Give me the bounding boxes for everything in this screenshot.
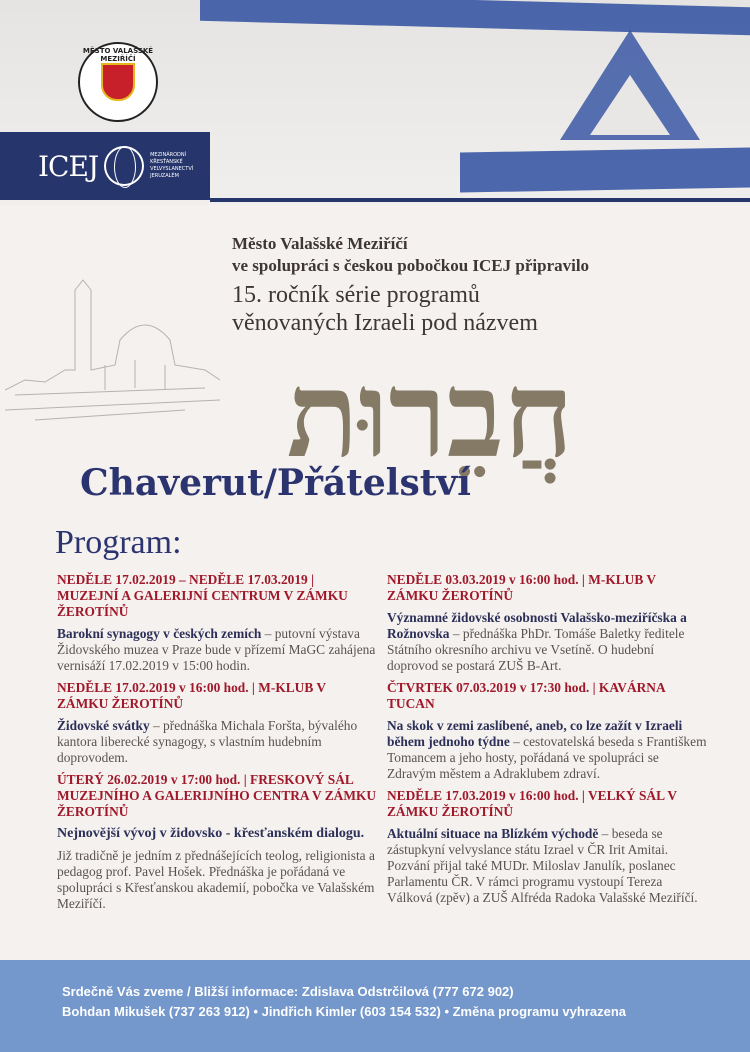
icej-subtitle: MEZINÁRODNÍ KŘESŤANSKÉ VELVYSLANECTVÍ JERUZALÉM bbox=[150, 152, 194, 179]
icej-logo-text: ICEJ bbox=[38, 149, 99, 183]
event-description bbox=[57, 718, 377, 766]
event-title: Významné židovské osobnosti Valašsko-meziříčska a Rožnovska bbox=[387, 610, 687, 641]
event-title: Židovské svátky bbox=[57, 718, 150, 733]
globe-icon bbox=[104, 146, 144, 186]
event-description bbox=[387, 610, 707, 674]
event-heading: NEDĚLE 17.03.2019 v 16:00 hod. | VELKÝ SÁL V ZÁMKU ŽEROTÍNŮ bbox=[387, 788, 677, 819]
star-inner bbox=[590, 75, 670, 135]
program-heading: Program: bbox=[55, 524, 182, 561]
event-text: – přednáška PhDr. Tomáše Baletky ředitele Státního okresního archivu ve Vsetíně. O hudební doprovod se postará ZUŠ B-Art. bbox=[387, 626, 685, 673]
page-title: Chaverut/Přátelství bbox=[80, 462, 471, 504]
divider bbox=[210, 198, 750, 202]
event-heading: NEDĚLE 03.03.2019 v 16:00 hod. | M-KLUB V ZÁMKU ŽEROTÍNŮ bbox=[387, 572, 656, 603]
footer-line-2: Bohdan Mikušek (737 263 912) • Jindřich Kimler (603 154 532) • Změna programu vyhrazena bbox=[62, 1004, 626, 1019]
event-title: Na skok v zemi zaslíbené, aneb, co lze zažít v Izraeli během jednoho týdne bbox=[387, 718, 683, 749]
event-text: – putovní výstava Židovského muzea v Praze bude v přízemí MaGC zahájena vernisáží 17.02.2019 v 15:00 hodin. bbox=[57, 626, 376, 673]
event-text: Již tradičně je jedním z přednášejících teolog, religionista a pedagog prof. Pavel Hošek. Přednáška je pořádaná ve spolupráci s Křesťanskou akademií, pobočka ve Valašském Meziříčí. bbox=[57, 848, 375, 911]
program-column-left bbox=[57, 572, 377, 918]
intro-block bbox=[232, 233, 589, 337]
intro-line-4: věnovaných Izraeli pod názvem bbox=[232, 310, 538, 336]
program-column-right bbox=[387, 572, 707, 912]
event-text: – přednáška Michala Foršta, bývalého kantora liberecké synagogy, s vlastním hudebním doprovodem. bbox=[57, 718, 358, 765]
coat-of-arms-icon bbox=[101, 63, 135, 101]
event-heading: ÚTERÝ 26.02.2019 v 17:00 hod. | FRESKOVÝ SÁL MUZEJNÍHO A GALERIJNÍHO CENTRA V ZÁMKU ŽEROTÍNŮ bbox=[57, 772, 377, 819]
icej-logo-band bbox=[0, 132, 210, 200]
event-title: Barokní synagogy v českých zemích bbox=[57, 626, 262, 641]
footer-line-1: Srdečně Vás zveme / Bližší informace: Zdislava Odstrčilová (777 672 902) bbox=[62, 984, 514, 999]
event-title: Aktuální situace na Blízkém východě bbox=[387, 826, 599, 841]
event-description bbox=[57, 626, 377, 674]
jerusalem-skyline-sketch bbox=[5, 270, 220, 430]
city-logo-text: MĚSTO VALAŠSKÉ MEZIŘÍČÍ bbox=[82, 47, 154, 63]
intro-line-1: Město Valašské Meziříčí bbox=[232, 234, 408, 253]
footer-contact bbox=[0, 960, 750, 1052]
city-logo bbox=[78, 42, 158, 122]
event-heading: NEDĚLE 17.02.2019 – NEDĚLE 17.03.2019 | MUZEJNÍ A GALERIJNÍ CENTRUM V ZÁMKU ŽEROTÍNŮ bbox=[57, 572, 348, 619]
intro-line-2: ve spolupráci s českou pobočkou ICEJ připravilo bbox=[232, 256, 590, 275]
event-heading: ČTVRTEK 07.03.2019 v 17:30 hod. | KAVÁRNA TUCAN bbox=[387, 680, 665, 711]
event-title: Nejnovější vývoj v židovsko - křesťanském dialogu. bbox=[57, 826, 365, 841]
hebrew-title: חֲבֵרוּת bbox=[286, 345, 574, 484]
event-text: – cestovatelská beseda s Františkem Tomancem a jeho hosty, pořádaná ve spolupráci se Zdravým městem a Adraklubem zdraví. bbox=[387, 734, 707, 781]
event-description bbox=[387, 826, 707, 906]
event-description bbox=[57, 826, 377, 912]
event-heading: NEDĚLE 17.02.2019 v 16:00 hod. | M-KLUB V ZÁMKU ŽEROTÍNŮ bbox=[57, 680, 326, 711]
flag-stripe-lower bbox=[460, 147, 750, 192]
intro-line-3: 15. ročník série programů bbox=[232, 282, 480, 308]
event-text: – beseda se zástupkyní velvyslance státu Izrael v ČR Irit Amitai. Pozvání přijal také MUDr. Miloslav Janulík, poslanec Parlamentu ČR. V rámci programu vystoupí Tereza Válková (zpěv) a ZUŠ Alfréda Radoka Valašské Meziříčí. bbox=[387, 826, 698, 905]
event-description bbox=[387, 718, 707, 782]
